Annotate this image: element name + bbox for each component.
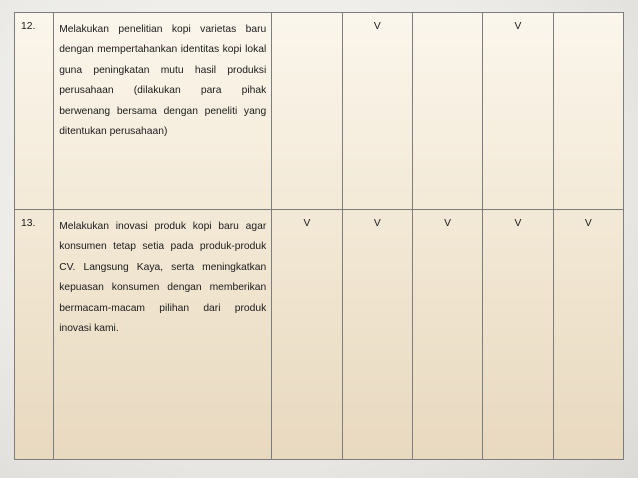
row-number: 13.	[15, 210, 54, 460]
check-mark-cell: V	[412, 210, 482, 460]
check-mark-cell: V	[483, 210, 553, 460]
row-description: Melakukan penelitian kopi varietas baru dengan mempertahankan identitas kopi lokal guna peningkatan mutu hasil produksi perusahaan (dilakukan para pihak berwenang bersama dengan peneliti yang ditentukan perusahaan)	[54, 13, 272, 210]
check-mark-cell: V	[342, 13, 412, 210]
check-mark-cell: V	[553, 210, 623, 460]
check-mark-cell: V	[483, 13, 553, 210]
check-mark-cell: V	[272, 210, 342, 460]
activity-table	[14, 12, 624, 460]
row-description: Melakukan inovasi produk kopi baru agar konsumen tetap setia pada produk-produk CV. Langsung Kaya, serta meningkatkan kepuasan konsumen dengan memberikan bermacam-macam pilihan dari produk inovasi kami.	[54, 210, 272, 460]
table-row	[15, 13, 624, 210]
check-mark-cell	[553, 13, 623, 210]
check-mark-cell: V	[342, 210, 412, 460]
check-mark-cell	[412, 13, 482, 210]
check-mark-cell	[272, 13, 342, 210]
table-row	[15, 210, 624, 460]
row-number: 12.	[15, 13, 54, 210]
